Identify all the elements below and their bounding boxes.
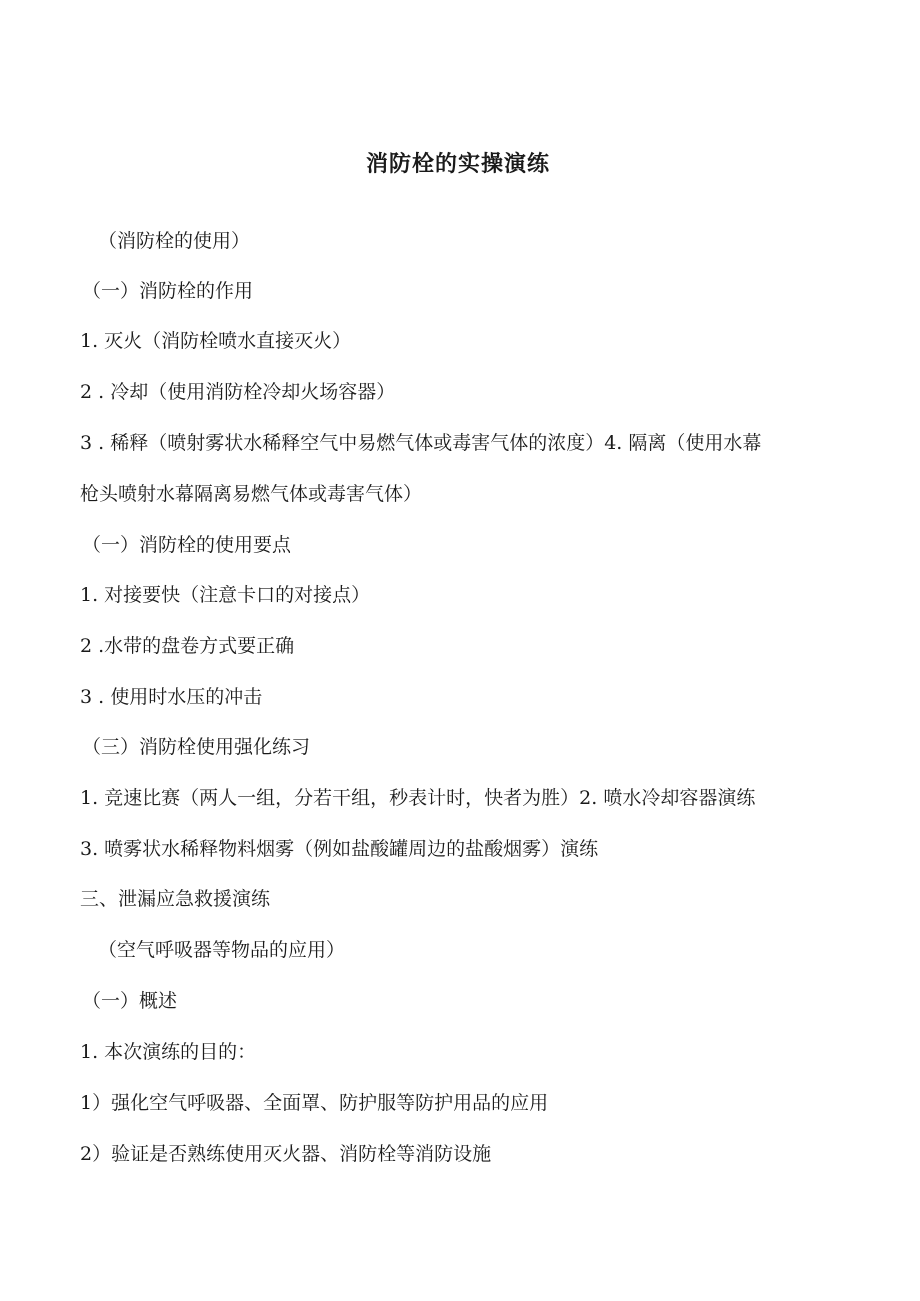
list-item-hose-coiling: 2 .水带的盘卷方式要正确 <box>80 635 295 657</box>
list-item-cooling: 2 . 冷却（使用消防栓冷却火场容器） <box>80 381 396 403</box>
section-overview: （一）概述 <box>82 990 178 1012</box>
subheading-breathing-apparatus: （空气呼吸器等物品的应用） <box>98 939 346 961</box>
list-item-fire-extinguish: 1. 灭火（消防栓喷水直接灭火） <box>80 330 352 352</box>
list-item-verify-facilities: 2）验证是否熟练使用灭火器、消防栓等消防设施 <box>80 1143 492 1165</box>
section-hydrant-function: （一）消防栓的作用 <box>82 280 254 302</box>
list-item-drill-purpose: 1. 本次演练的目的： <box>80 1041 257 1063</box>
list-item-water-pressure: 3 . 使用时水压的冲击 <box>80 686 263 708</box>
section-leak-emergency: 三、泄漏应急救援演练 <box>80 888 271 910</box>
document-title: 消防栓的实操演练 <box>365 151 550 177</box>
section-training: （三）消防栓使用强化练习 <box>82 736 311 758</box>
list-item-dilution: 3 . 稀释（喷射雾状水稀释空气中易燃气体或毒害气体的浓度）4. 隔离（使用水幕 <box>80 432 762 454</box>
list-item-protective-gear: 1）强化空气呼吸器、全面罩、防护服等防护用品的应用 <box>80 1092 549 1114</box>
list-item-dilution-cont: 枪头喷射水幕隔离易燃气体或毒害气体） <box>80 483 423 505</box>
list-item-spray-mist: 3. 喷雾状水稀释物料烟雾（例如盐酸罐周边的盐酸烟雾）演练 <box>80 838 599 860</box>
list-item-speed-race: 1. 竞速比赛（两人一组，分若干组，秒表计时，快者为胜）2. 喷水冷却容器演练 <box>80 787 756 809</box>
subheading-hydrant-usage: （消防栓的使用） <box>98 230 251 252</box>
list-item-quick-connect: 1. 对接要快（注意卡口的对接点） <box>80 584 371 606</box>
section-usage-points: （一）消防栓的使用要点 <box>82 534 292 556</box>
